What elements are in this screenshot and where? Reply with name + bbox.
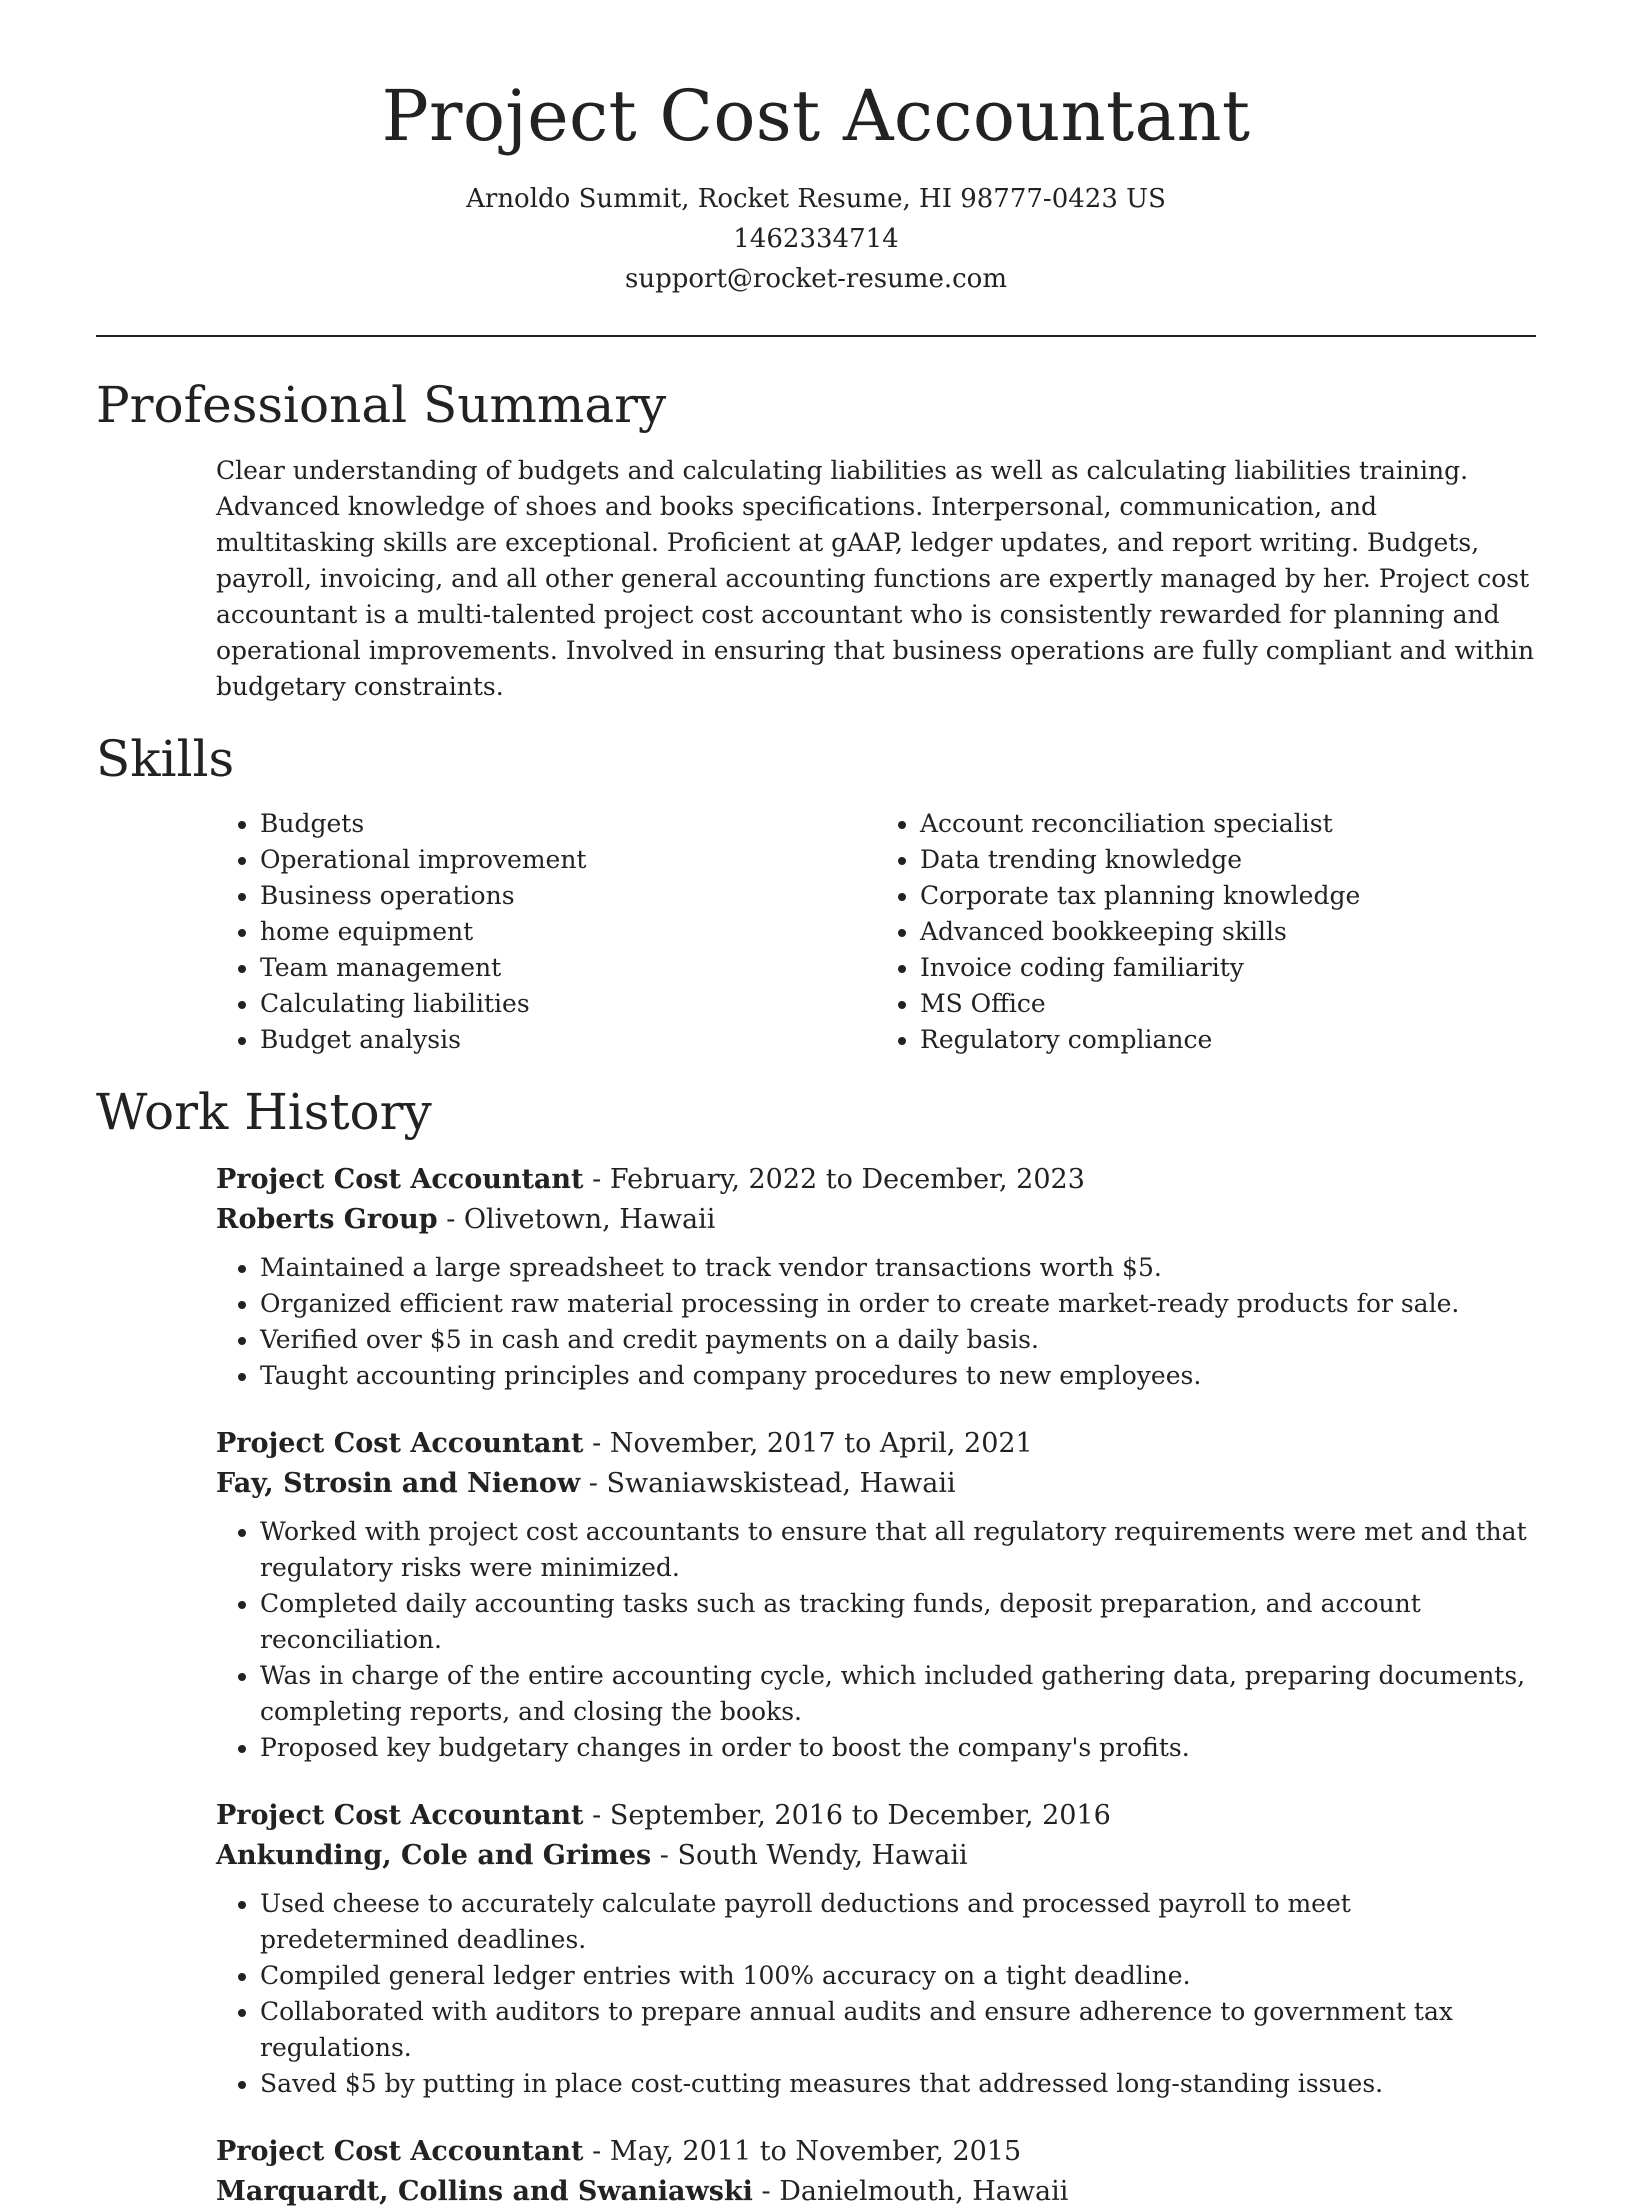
- job-company: Fay, Strosin and Nienow: [216, 1467, 581, 1499]
- skill-item: • Calculating liabilities: [260, 986, 876, 1022]
- job-location: - Swaniawskistead, Hawaii: [580, 1467, 956, 1499]
- job-bullet: • Organized efficient raw material processing in order to create market-ready products for sale.: [260, 1286, 1536, 1322]
- skill-item: • Advanced bookkeeping skills: [920, 914, 1536, 950]
- contact-email: support@rocket-resume.com: [624, 264, 1007, 294]
- job-bullets: [216, 1250, 1536, 1394]
- skill-item: • Business operations: [260, 878, 876, 914]
- job-company: Roberts Group: [216, 1203, 438, 1235]
- professional-summary-text: Clear understanding of budgets and calculating liabilities as well as calculating liabilities training. Advanced knowledge of shoes and books specifications. Interpersonal, communication, and multitasking skills are exceptional. Proficient at gAAP, ledger updates, and report writing. Budgets, payroll, invoicing, and all other general accounting functions are expertly managed by her. Project cost accountant is a multi-talented project cost accountant who is consistently rewarded for planning and operational improvements. Involved in ensuring that business operations are fully compliant and within budgetary constraints.: [216, 455, 1535, 701]
- job-bullet: • Taught accounting principles and company procedures to new employees.: [260, 1358, 1536, 1394]
- job-company: Marquardt, Collins and Swaniawski: [216, 2175, 753, 2207]
- job-bullets: [216, 1514, 1536, 1766]
- skill-item: • Operational improvement: [260, 842, 876, 878]
- job-dates: - September, 2016 to December, 2016: [583, 1799, 1111, 1831]
- skill-item: • Budget analysis: [260, 1022, 876, 1058]
- professional-summary-section: [96, 377, 1536, 705]
- resume-header: [96, 0, 1536, 299]
- skill-item: • Budgets: [260, 806, 876, 842]
- skill-item: • Account reconciliation specialist: [920, 806, 1536, 842]
- job-bullet: • Maintained a large spreadsheet to track vendor transactions worth $5.: [260, 1250, 1536, 1286]
- job-entry: [216, 1796, 1536, 2102]
- job-entry: [216, 1424, 1536, 1766]
- skills-heading: Skills: [96, 729, 235, 788]
- job-title: Project Cost Accountant: [216, 2135, 584, 2167]
- job-entry: [216, 1160, 1536, 1394]
- resume-name: Project Cost Accountant: [381, 75, 1251, 157]
- job-dates: - May, 2011 to November, 2015: [583, 2135, 1022, 2167]
- contact-phone: 1462334714: [733, 224, 899, 254]
- job-bullet: • Was in charge of the entire accounting cycle, which included gathering data, preparing documents, completing reports, and closing the books.: [260, 1658, 1536, 1730]
- job-bullet: • Compiled general ledger entries with 100% accuracy on a tight deadline.: [260, 1958, 1536, 1994]
- job-location: - Danielmouth, Hawaii: [752, 2175, 1069, 2207]
- job-bullet: • Completed daily accounting tasks such as tracking funds, deposit preparation, and account reconciliation.: [260, 1586, 1536, 1658]
- job-bullet: • Used cheese to accurately calculate payroll deductions and processed payroll to meet predetermined deadlines.: [260, 1886, 1536, 1958]
- work-history-heading: Work History: [96, 1083, 432, 1141]
- job-location: - South Wendy, Hawaii: [651, 1839, 968, 1871]
- job-dates: - February, 2022 to December, 2023: [583, 1163, 1085, 1195]
- job-location: - Olivetown, Hawaii: [437, 1203, 716, 1235]
- job-bullet: • Proposed key budgetary changes in order to boost the company's profits.: [260, 1730, 1536, 1766]
- skill-item: • Team management: [260, 950, 876, 986]
- job-bullet: • Collaborated with auditors to prepare annual audits and ensure adherence to government tax regulations.: [260, 1994, 1536, 2066]
- job-bullet: • Verified over $5 in cash and credit payments on a daily basis.: [260, 1322, 1536, 1358]
- job-title: Project Cost Accountant: [216, 1163, 584, 1195]
- skills-section: [96, 731, 1536, 1059]
- job-company-line: [216, 1464, 1536, 1504]
- skill-item: • home equipment: [260, 914, 876, 950]
- header-divider: [96, 335, 1536, 337]
- skills-list-left: [216, 806, 876, 1058]
- job-company: Ankunding, Cole and Grimes: [216, 1839, 652, 1871]
- work-history-section: [96, 1084, 1536, 2212]
- job-bullets: [216, 1886, 1536, 2102]
- skills-list-right: [876, 806, 1536, 1058]
- job-company-line: [216, 1200, 1536, 1240]
- job-title-line: [216, 1160, 1536, 1200]
- skill-item: • Data trending knowledge: [920, 842, 1536, 878]
- job-bullet: • Saved $5 by putting in place cost-cutting measures that addressed long-standing issues.: [260, 2066, 1536, 2102]
- skills-grid: [216, 806, 1536, 1058]
- job-bullet: • Worked with project cost accountants to ensure that all regulatory requirements were met and that regulatory risks were minimized.: [260, 1514, 1536, 1586]
- contact-address: Arnoldo Summit, Rocket Resume, HI 98777-0423 US: [466, 184, 1166, 214]
- skill-item: • Regulatory compliance: [920, 1022, 1536, 1058]
- skill-item: • MS Office: [920, 986, 1536, 1022]
- job-title-line: [216, 1424, 1536, 1464]
- job-title-line: [216, 1796, 1536, 1836]
- job-dates: - November, 2017 to April, 2021: [583, 1427, 1033, 1459]
- job-title: Project Cost Accountant: [216, 1427, 584, 1459]
- professional-summary-heading: Professional Summary: [96, 376, 667, 434]
- job-title: Project Cost Accountant: [216, 1799, 584, 1831]
- job-company-line: [216, 2172, 1536, 2212]
- job-company-line: [216, 1836, 1536, 1876]
- job-title-line: [216, 2132, 1536, 2172]
- job-entry: [216, 2132, 1536, 2212]
- skill-item: • Invoice coding familiarity: [920, 950, 1536, 986]
- skill-item: • Corporate tax planning knowledge: [920, 878, 1536, 914]
